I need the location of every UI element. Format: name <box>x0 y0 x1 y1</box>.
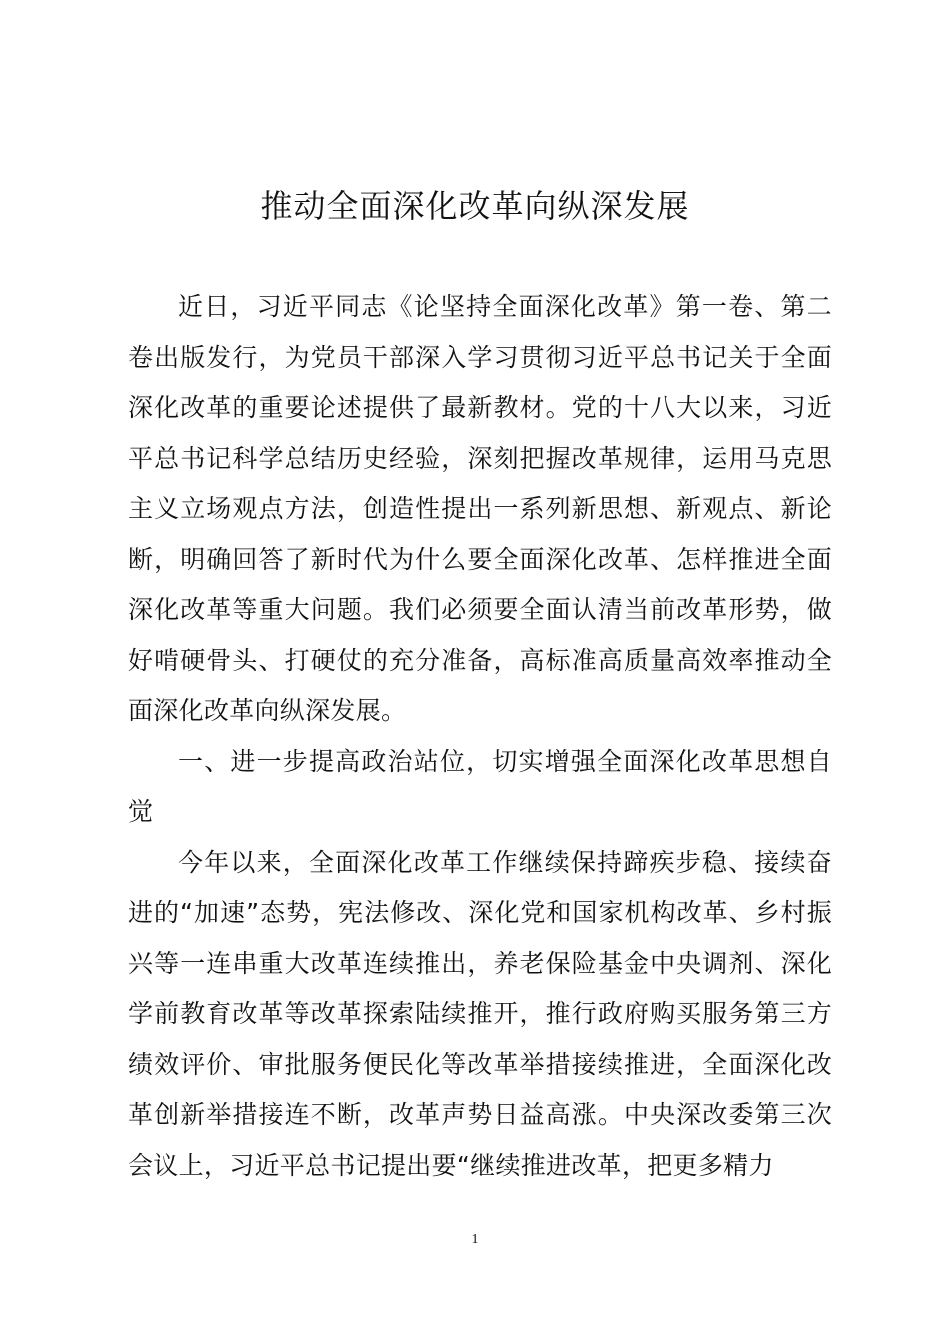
paragraph-intro: 近日，习近平同志《论坚持全面深化改革》第一卷、第二卷出版发行，为党员干部深入学习贯彻习近平总书记关于全面深化改革的重要论述提供了最新教材。党的十八大以来，习近平总书记科学总结历史经验，深刻把握改革规律，运用马克思主义立场观点方法，创造性提出一系列新思想、新观点、新论断，明确回答了新时代为什么要全面深化改革、怎样推进全面深化改革等重大问题。我们必须要全面认清当前改革形势，做好啃硬骨头、打硬仗的充分准备，高标准高质量高效率推动全面深化改革向纵深发展。 <box>128 292 832 725</box>
document-title: 推动全面深化改革向纵深发展 <box>260 187 690 225</box>
document-body <box>128 282 832 1191</box>
paragraph-section-1: 今年以来，全面深化改革工作继续保持蹄疾步稳、接续奋进的“加速”态势，宪法修改、深化党和国家机构改革、乡村振兴等一连串重大改革连续推出，养老保险基金中央调剂、深化学前教育改革等改革探索陆续推开，推行政府购买服务第三方绩效评价、审批服务便民化等改革举措接续推进，全面深化改革创新举措接连不断，改革声势日益高涨。中央深改委第三次会议上，习近平总书记提出要“继续推进改革，把更多精力 <box>128 847 832 1180</box>
page-number: 1 <box>471 1232 479 1247</box>
section-heading-1: 一、进一步提高政治站位，切实增强全面深化改革思想自觉 <box>128 746 832 826</box>
